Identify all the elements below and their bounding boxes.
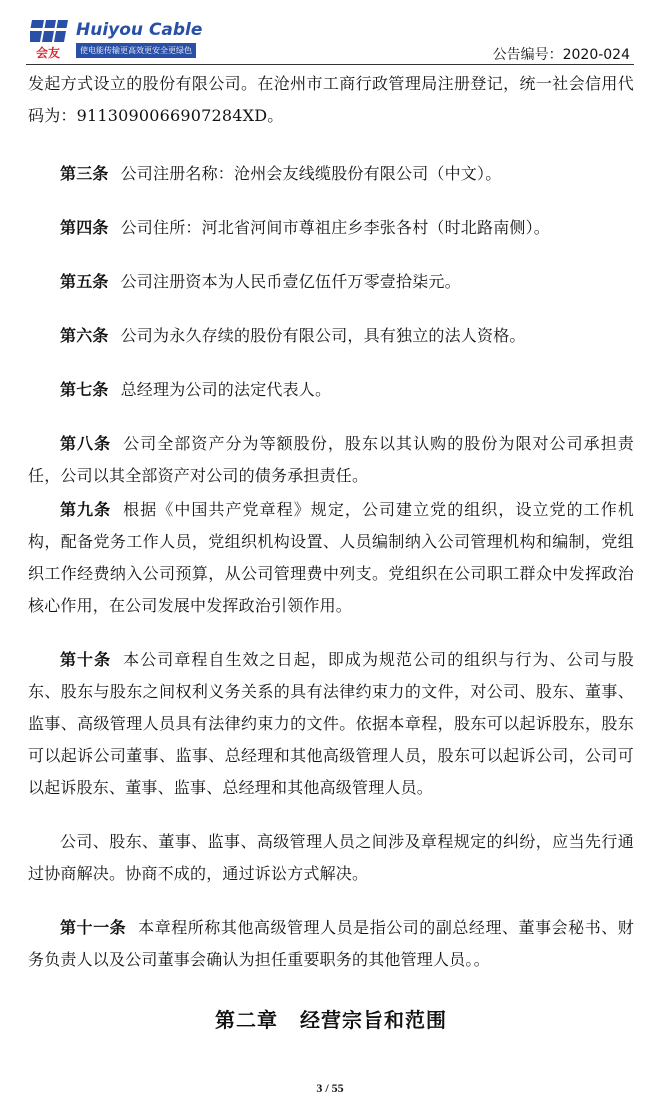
article-label: 第七条 [60,380,109,399]
article-label: 第十一条 [60,918,127,937]
article-text: 公司、股东、董事、监事、高级管理人员之间涉及章程规定的纠纷，应当先行通过协商解决。协商不成的，通过诉讼方式解决。 [28,832,634,883]
article-label: 第六条 [60,326,109,345]
article-10 [28,644,634,804]
article-label: 第十条 [60,650,112,669]
logo-chinese-text: 会友 [36,46,61,60]
article-text: 本章程所称其他高级管理人员是指公司的副总经理、董事会秘书、财务负责人以及公司董事会确认为担任重要职务的其他管理人员。。 [28,918,634,969]
article-5 [28,266,634,298]
header-divider [26,64,634,65]
article-text: 公司全部资产分为等额股份，股东以其认购的股份为限对公司承担责任，公司以其全部资产对公司的债务承担责任。 [28,434,634,485]
article-text: 公司注册资本为人民币壹亿伍仟万零壹拾柒元。 [120,272,461,291]
article-3 [28,158,634,190]
article-9 [28,494,634,622]
article-text: 公司注册名称：沧州会友线缆股份有限公司（中文）。 [120,164,502,183]
article-label: 第四条 [60,218,109,237]
chapter-heading [28,1004,634,1036]
article-8 [28,428,634,492]
article-label: 第三条 [60,164,109,183]
page-number: 3 / 55 [316,1081,344,1095]
document-body [28,68,634,1036]
article-label: 第五条 [60,272,109,291]
announcement-number: 公告编号：2020-024 [492,47,630,63]
article-6 [28,320,634,352]
article-11 [28,912,634,976]
article-text: 根据《中国共产党章程》规定，公司建立党的组织，设立党的工作机构，配备党务工作人员，党组织机构设置、人员编制纳入公司管理机构和编制，党组织工作经费纳入公司预算，从公司管理费中列支。党组织在公司职工群众中发挥政治核心作用，在公司发展中发挥政治引领作用。 [28,500,634,615]
chapter-title: 经营宗旨和范围 [300,1008,447,1032]
article-text: 公司为永久存续的股份有限公司，具有独立的法人资格。 [120,326,526,345]
article-text: 总经理为公司的法定代表人。 [120,380,332,399]
article-7 [28,374,634,406]
continued-paragraph: 发起方式设立的股份有限公司。在沧州市工商行政管理局注册登记，统一社会信用代码为：9113090066907284XD。 [28,74,634,125]
page-header [0,0,660,66]
company-logo [26,14,203,62]
article-10-continued [28,826,634,890]
article-label: 第九条 [60,500,112,519]
logo-english-text: Huiyou Cable [76,20,203,40]
logo-slogan: 使电能传输更高效更安全更绿色 [76,43,196,58]
article-4 [28,212,634,244]
chapter-number: 第二章 [215,1008,278,1032]
article-text: 本公司章程自生效之日起，即成为规范公司的组织与行为、公司与股东、股东与股东之间权利义务关系的具有法律约束力的文件，对公司、股东、董事、监事、高级管理人员具有法律约束力的文件。依据本章程，股东可以起诉股东，股东可以起诉公司董事、监事、总经理和其他高级管理人员，股东可以起诉公司，公司可以起诉股东、董事、监事、总经理和其他高级管理人员。 [28,650,634,797]
article-label: 第八条 [60,434,112,453]
article-text: 公司住所：河北省河间市尊祖庄乡李张各村（时北路南侧）。 [120,218,551,237]
